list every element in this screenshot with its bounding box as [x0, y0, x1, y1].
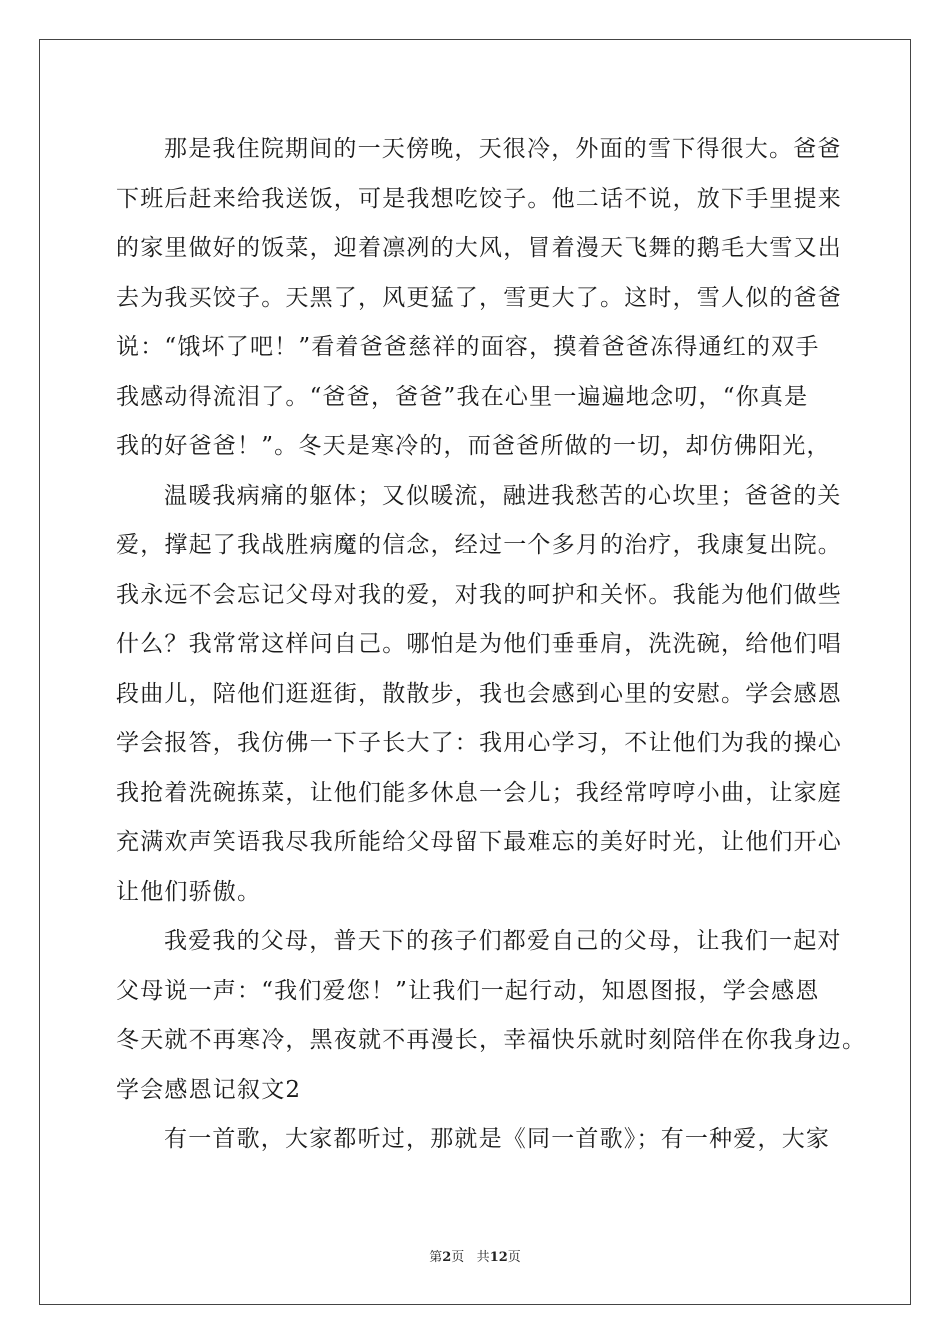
text-line: 那是我住院期间的一天傍晚，天很冷，外面的雪下得很大。爸爸 — [164, 136, 842, 162]
text-line: 什么？我常常这样问自己。哪怕是为他们垂垂肩，洗洗碗，给他们唱 — [116, 631, 842, 657]
text-line: 让他们骄傲。 — [116, 878, 262, 905]
text-line: 有一首歌，大家都听过，那就是《同一首歌》；有一种爱，大家 — [164, 1126, 831, 1152]
footer-page-number: 2 — [442, 1250, 452, 1265]
text-line: 学会报答，我仿佛一下子长大了：我用心学习，不让他们为我的操心 — [116, 730, 842, 756]
text-line: 我感动得流泪了。“爸爸，爸爸”我在心里一遍遍地念叨，“你真是 — [116, 383, 809, 410]
footer-total-suffix: 页 — [507, 1250, 521, 1265]
footer-total-prefix: 共 — [476, 1250, 490, 1265]
text-line: 段曲儿，陪他们逛逛街，散散步，我也会感到心里的安慰。学会感恩 — [116, 680, 842, 707]
text-line: 冬天就不再寒冷，黑夜就不再漫长，幸福快乐就时刻陪伴在你我身边。 — [116, 1027, 867, 1053]
page-footer — [0, 1246, 950, 1265]
text-line: 下班后赶来给我送饭，可是我想吃饺子。他二话不说，放下手里提来 — [116, 185, 842, 212]
text-line: 我爱我的父母，普天下的孩子们都爱自己的父母，让我们一起对 — [164, 928, 842, 954]
text-line: 父母说一声：“我们爱您！”让我们一起行动，知恩图报，学会感恩 — [116, 977, 820, 1004]
text-line: 我抢着洗碗拣菜，让他们能多休息一会儿；我经常哼哼小曲，让家庭 — [116, 779, 842, 806]
document-body — [116, 125, 867, 1165]
text-line: 充满欢声笑语我尽我所能给父母留下最难忘的美好时光，让他们开心 — [116, 829, 842, 855]
text-line: 我永远不会忘记父母对我的爱，对我的呵护和关怀。我能为他们做些 — [116, 581, 842, 608]
text-line: 温暖我病痛的躯体；又似暖流，融进我愁苦的心坎里；爸爸的关 — [164, 482, 842, 509]
text-line: 我的好爸爸！”。冬天是寒冷的，而爸爸所做的一切，却仿佛阳光， — [116, 433, 831, 459]
text-line: 去为我买饺子。天黑了，风更猛了，雪更大了。这时，雪人似的爸爸 — [116, 284, 842, 311]
text-line: 的家里做好的饭菜，迎着凛冽的大风，冒着漫天飞舞的鹅毛大雪又出 — [116, 235, 842, 261]
footer-prefix: 第 — [429, 1250, 443, 1265]
text-line: 说：“饿坏了吧！”看着爸爸慈祥的面容，摸着爸爸冻得通红的双手 — [116, 334, 820, 360]
text-line: 爱，撑起了我战胜病魔的信念，经过一个多月的治疗，我康复出院。 — [116, 532, 842, 558]
footer-total-pages: 12 — [489, 1250, 508, 1265]
section-heading: 学会感恩记叙文2 — [116, 1076, 302, 1103]
footer-page-suffix: 页 — [451, 1250, 465, 1265]
